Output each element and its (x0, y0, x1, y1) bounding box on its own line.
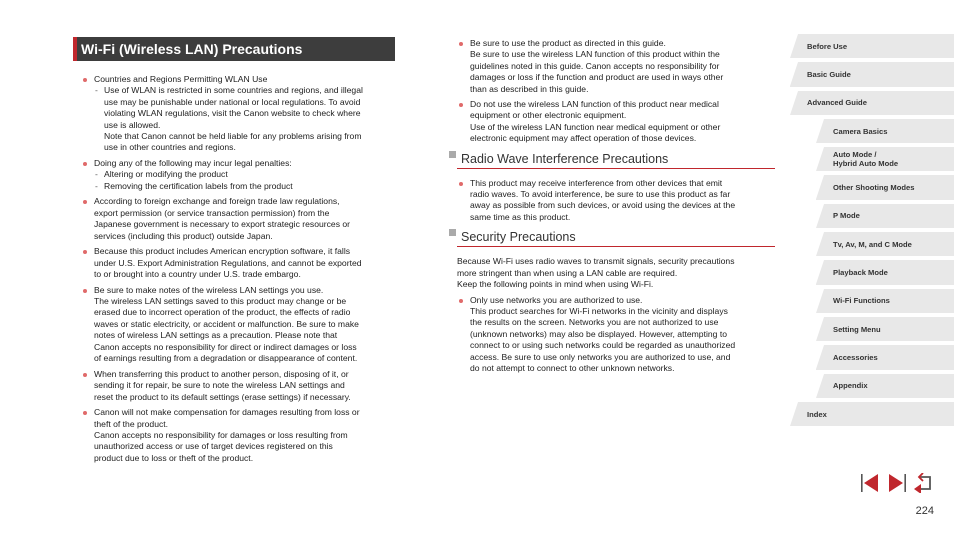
list-item (81, 74, 396, 154)
page-number: 224 (915, 505, 934, 517)
list-item: Be sure to use the product as directed in this guide. Be sure to use the wireless LAN function of this product within the guidelines noted in this guide. Canon accepts no responsibility for damages or loss if the function and product are used in ways other than as described in this guide. (457, 38, 775, 95)
nav-accessories[interactable]: Accessories (816, 345, 954, 369)
nav-index[interactable]: Index (790, 402, 954, 426)
return-button[interactable] (913, 473, 933, 493)
nav-wifi-functions[interactable]: Wi-Fi Functions (816, 289, 954, 313)
page-title-bar (73, 37, 395, 61)
list-item (81, 158, 396, 192)
next-page-button[interactable] (887, 473, 907, 493)
chapter-nav (790, 34, 954, 430)
list-item: Because this product includes American encryption software, it falls under U.S. Export Administration Regulations, and cannot be exported to or brought into a country under U.S. trade embargo. (81, 246, 396, 280)
section-heading-security: Security Precautions (457, 229, 775, 247)
nav-tv-av-m-c-mode[interactable]: Tv, Av, M, and C Mode (816, 232, 954, 256)
bullet-heading: Doing any of the following may incur legal penalties: (94, 158, 292, 169)
sub-list-item: - Removing the certification labels from the product (94, 181, 396, 192)
sub-list-item: - Altering or modifying the product (94, 169, 396, 180)
return-icon (913, 473, 933, 493)
left-column (81, 74, 396, 468)
page-navigation (860, 473, 934, 493)
section-marker-icon (449, 229, 456, 236)
nav-setting-menu[interactable]: Setting Menu (816, 317, 954, 341)
nav-before-use[interactable]: Before Use (790, 34, 954, 58)
list-item: Canon will not make compensation for damages resulting from loss or theft of the product. Canon accepts no responsibility for damages or loss resulting from unauthorized access or use of target devices registered on this product due to loss or theft of the product. (81, 407, 396, 464)
security-intro: Because Wi-Fi uses radio waves to transmit signals, security precautions more stringent than when using a LAN cable are required. Keep the following points in mind when using Wi-Fi. (457, 256, 735, 290)
nav-advanced-guide[interactable]: Advanced Guide (790, 91, 954, 115)
list-item: When transferring this product to another person, disposing of it, or sending it for repair, be sure to note the wireless LAN settings and reset the product to its default settings (erase settings) if necessary. (81, 369, 396, 403)
list-item: Only use networks you are authorized to use. This product searches for Wi-Fi networks in the vicinity and displays the results on the screen. Networks you are not authorized to use (unknown networks) may also be displayed. However, attempting to connect to or using such networks could be regarded as unauthorized access. Be sure to use only networks you are authorized to use, and do not attempt to connect to other unknown networks. (457, 295, 775, 375)
next-page-icon (887, 473, 907, 493)
list-item: Do not use the wireless LAN function of this product near medical equipment or other electronic equipment. Use of the wireless LAN function near medical equipment or other electronic equipment may affect operation of those devices. (457, 99, 775, 145)
list-item: Be sure to make notes of the wireless LAN settings you use. The wireless LAN settings saved to this product may change or be erased due to incorrect operation of the product, the effects of radio waves or static electricity, or accident or malfunction. Be sure to make notes of wireless LAN settings as a precaution. Please note that Canon accepts no responsibility for direct or indirect damages or loss of earnings resulting from a degradation or disappearance of content. (81, 285, 396, 365)
prev-page-button[interactable] (860, 473, 880, 493)
section-heading-radio: Radio Wave Interference Precautions (457, 151, 775, 169)
nav-other-shooting-modes[interactable]: Other Shooting Modes (816, 175, 954, 199)
bullet-heading: Countries and Regions Permitting WLAN Use (94, 74, 268, 84)
nav-auto-mode[interactable]: Auto Mode / Hybrid Auto Mode (816, 147, 954, 171)
nav-camera-basics[interactable]: Camera Basics (816, 119, 954, 143)
nav-basic-guide[interactable]: Basic Guide (790, 62, 954, 86)
section-marker-icon (449, 151, 456, 158)
page-title: Wi-Fi (Wireless LAN) Precautions (81, 41, 303, 57)
sub-list-item: - Use of WLAN is restricted in some countries and regions, and illegal use may be punishable under national or local regulations. To avoid violating WLAN regulations, visit the Canon website to check where use is allowed. Note that Canon cannot be held liable for any problems arising from use in other countries and regions. (94, 85, 396, 153)
nav-p-mode[interactable]: P Mode (816, 204, 954, 228)
prev-page-icon (860, 473, 880, 493)
middle-column (457, 38, 775, 378)
list-item: This product may receive interference from other devices that emit radio waves. To avoid interference, be sure to use this product as far away as possible from such devices, or avoid using the devices at the same time as this product. (457, 178, 775, 224)
nav-appendix[interactable]: Appendix (816, 374, 954, 398)
nav-playback-mode[interactable]: Playback Mode (816, 260, 954, 284)
list-item: According to foreign exchange and foreign trade law regulations, export permission (or service transaction permission) from the Japanese government is necessary to export strategic resources or services (including this product) outside Japan. (81, 196, 396, 242)
